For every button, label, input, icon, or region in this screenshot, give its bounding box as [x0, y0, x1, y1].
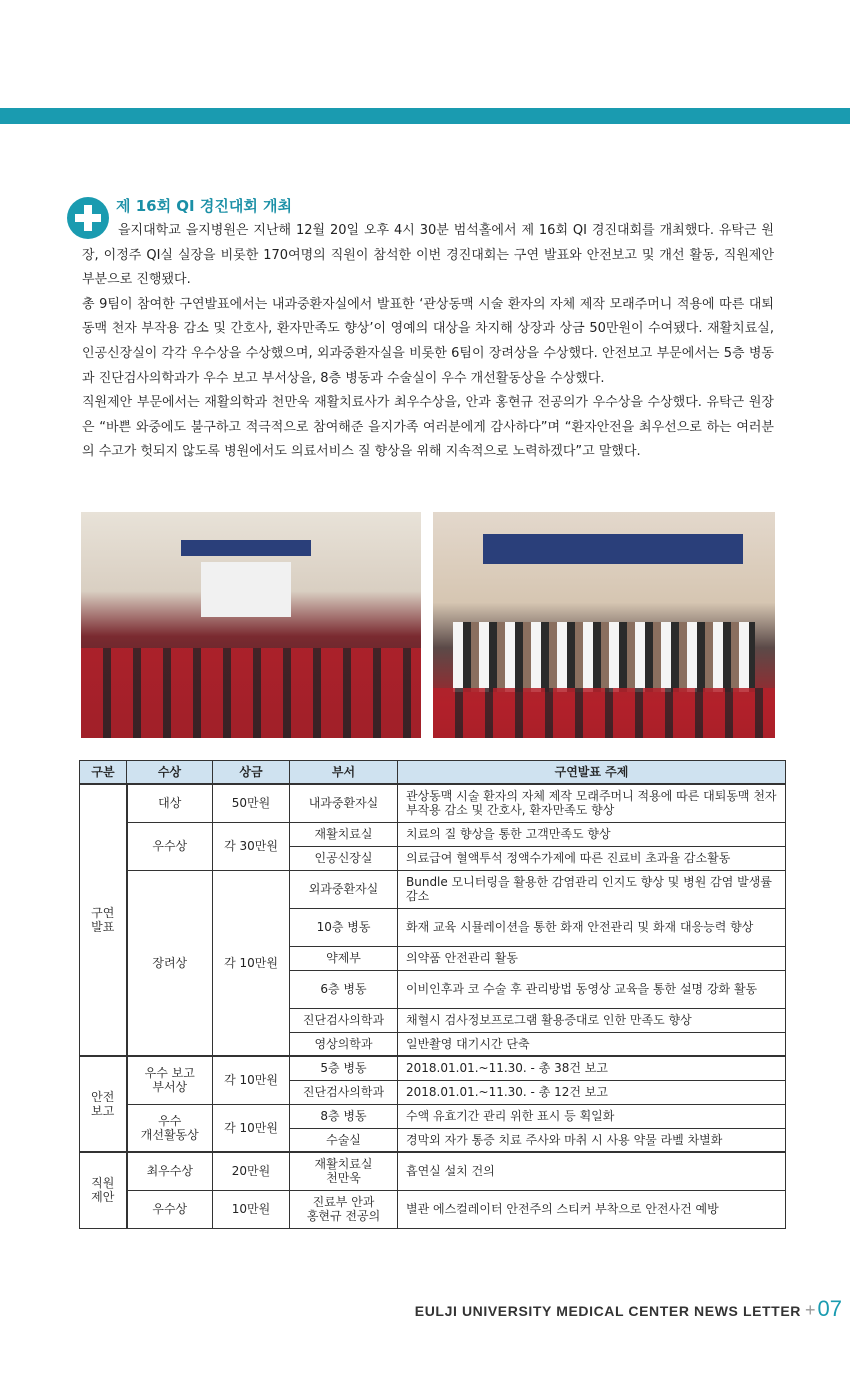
topic-cell: 2018.01.01.~11.30. - 총 12건 보고: [398, 1080, 786, 1104]
dept-cell: 내과중환자실: [290, 784, 398, 822]
dept-cell: 6층 병동: [290, 970, 398, 1008]
table-header-row: [80, 761, 786, 785]
topic-cell: 일반촬영 대기시간 단축: [398, 1032, 786, 1056]
topic-cell: 의료급여 혈액투석 정액수가제에 따른 진료비 초과율 감소활동: [398, 846, 786, 870]
group-safety: 안전 보고: [80, 1056, 127, 1152]
dept-cell: 진단검사의학과: [290, 1080, 398, 1104]
prize-cell: 20만원: [213, 1152, 290, 1190]
dept-cell: 재활치료실: [290, 822, 398, 846]
header-band: [0, 108, 850, 124]
article-paragraph: 직원제안 부문에서는 재활의학과 천만욱 재활치료사가 최우수상을, 안과 홍현규 전공의가 우수상을 수상했다. 유탁근 원장은 “바쁜 와중에도 불구하고 적극적으로 참여해준 을지가족 여러분에게 감사하다”며 “환자안전을 최우선으로 하는 여러분의 수고가 헛되지 않도록 병원에서도 의료서비스 질 향상을 위해 지속적으로 노력하겠다”고 말했다.: [82, 395, 774, 460]
header-category: 구분: [80, 761, 127, 785]
topic-cell: 채혈시 검사정보프로그램 활용증대로 인한 만족도 향상: [398, 1008, 786, 1032]
dept-cell: 진단검사의학과: [290, 1008, 398, 1032]
table-row: [80, 1056, 786, 1080]
prize-cell: 50만원: [213, 784, 290, 822]
prize-cell: 10만원: [213, 1190, 290, 1228]
dept-cell: 수술실: [290, 1128, 398, 1152]
section-title: 제 16회 QI 경진대회 개최: [116, 197, 293, 215]
prize-cell: 각 10만원: [213, 1104, 290, 1152]
topic-cell: 관상동맥 시술 환자의 자체 제작 모래주머니 적용에 따른 대퇴동맥 천자 부작용 감소 및 간호사, 환자만족도 향상: [398, 784, 786, 822]
dept-cell: 재활치료실 천만욱: [290, 1152, 398, 1190]
topic-cell: Bundle 모니터링을 활용한 감염관리 인지도 향상 및 병원 감염 발생률 감소: [398, 870, 786, 908]
dept-cell: 진료부 안과 홍현규 전공의: [290, 1190, 398, 1228]
article-paragraph: 을지대학교 을지병원은 지난해 12월 20일 오후 4시 30분 범석홀에서 제 16회 QI 경진대회를 개최했다. 유탁근 원장, 이정주 QI실 실장을 비롯한 170여명의 직원이 참석한 이번 경진대회는 구연 발표와 안전보고 및 개선 활동, 직원제안 부분으로 진행됐다.: [82, 223, 774, 288]
dept-cell: 5층 병동: [290, 1056, 398, 1080]
table-row: [80, 1152, 786, 1190]
header-award: 수상: [127, 761, 213, 785]
header-dept: 부서: [290, 761, 398, 785]
header-prize: 상금: [213, 761, 290, 785]
topic-cell: 수액 유효기간 관리 위한 표시 등 획일화: [398, 1104, 786, 1128]
prize-cell: 각 30만원: [213, 822, 290, 870]
table-row: [80, 870, 786, 908]
dept-cell: 영상의학과: [290, 1032, 398, 1056]
auditorium-photo: [81, 512, 421, 738]
prize-cell: 각 10만원: [213, 1056, 290, 1104]
dept-cell: 약제부: [290, 946, 398, 970]
table-row: [80, 1190, 786, 1228]
topic-cell: 이비인후과 코 수술 후 관리방법 동영상 교육을 통한 설명 강화 활동: [398, 970, 786, 1008]
article-body: [82, 219, 774, 465]
topic-cell: 2018.01.01.~11.30. - 총 38건 보고: [398, 1056, 786, 1080]
topic-cell: 흡연실 설치 건의: [398, 1152, 786, 1190]
dept-cell: 10층 병동: [290, 908, 398, 946]
topic-cell: 의약품 안전관리 활동: [398, 946, 786, 970]
topic-cell: 화재 교육 시뮬레이션을 통한 화재 안전관리 및 화재 대응능력 향상: [398, 908, 786, 946]
table-row: [80, 822, 786, 846]
dept-cell: 외과중환자실: [290, 870, 398, 908]
dept-cell: 인공신장실: [290, 846, 398, 870]
group-photo: [433, 512, 775, 738]
award-cell: 우수상: [127, 1190, 213, 1228]
award-cell: 우수 보고 부서상: [127, 1056, 213, 1104]
dept-cell: 8층 병동: [290, 1104, 398, 1128]
header-topic: 구연발표 주제: [398, 761, 786, 785]
topic-cell: 경막외 자가 통증 치료 주사와 마취 시 사용 약물 라벨 차별화: [398, 1128, 786, 1152]
table-row: [80, 1104, 786, 1128]
award-cell: 최우수상: [127, 1152, 213, 1190]
group-presentation: 구연 발표: [80, 784, 127, 1056]
page-footer: [415, 1296, 842, 1322]
award-cell: 장려상: [127, 870, 213, 1056]
award-cell: 우수상: [127, 822, 213, 870]
topic-cell: 치료의 질 향상을 통한 고객만족도 향상: [398, 822, 786, 846]
award-cell: 우수 개선활동상: [127, 1104, 213, 1152]
awards-table: [79, 760, 786, 1229]
group-proposal: 직원 제안: [80, 1152, 127, 1228]
prize-cell: 각 10만원: [213, 870, 290, 1056]
table-row: [80, 784, 786, 822]
page-number: 07: [817, 1296, 842, 1321]
plus-icon: +: [805, 1300, 816, 1320]
topic-cell: 별관 에스컬레이터 안전주의 스티커 부착으로 안전사건 예방: [398, 1190, 786, 1228]
award-cell: 대상: [127, 784, 213, 822]
newsletter-title: EULJI UNIVERSITY MEDICAL CENTER NEWS LETTER: [414, 1303, 801, 1319]
article-paragraph: 총 9팀이 참여한 구연발표에서는 내과중환자실에서 발표한 ‘관상동맥 시술 환자의 자체 제작 모래주머니 적용에 따른 대퇴 동맥 천자 부작용 감소 및 간호사, 환자만족도 향상’이 영예의 대상을 차지해 상장과 상금 50만원이 수여됐다. 재활치료실, 인공신장실이 각각 우수상을 수상했으며, 외과중환자실을 비롯한 6팀이 장려상을 수상했다. 안전보고 부문에서는 5층 병동과 진단검사의학과가 우수 보고 부서상을, 8층 병동과 수술실이 우수 개선활동상을 수상했다.: [82, 296, 774, 386]
